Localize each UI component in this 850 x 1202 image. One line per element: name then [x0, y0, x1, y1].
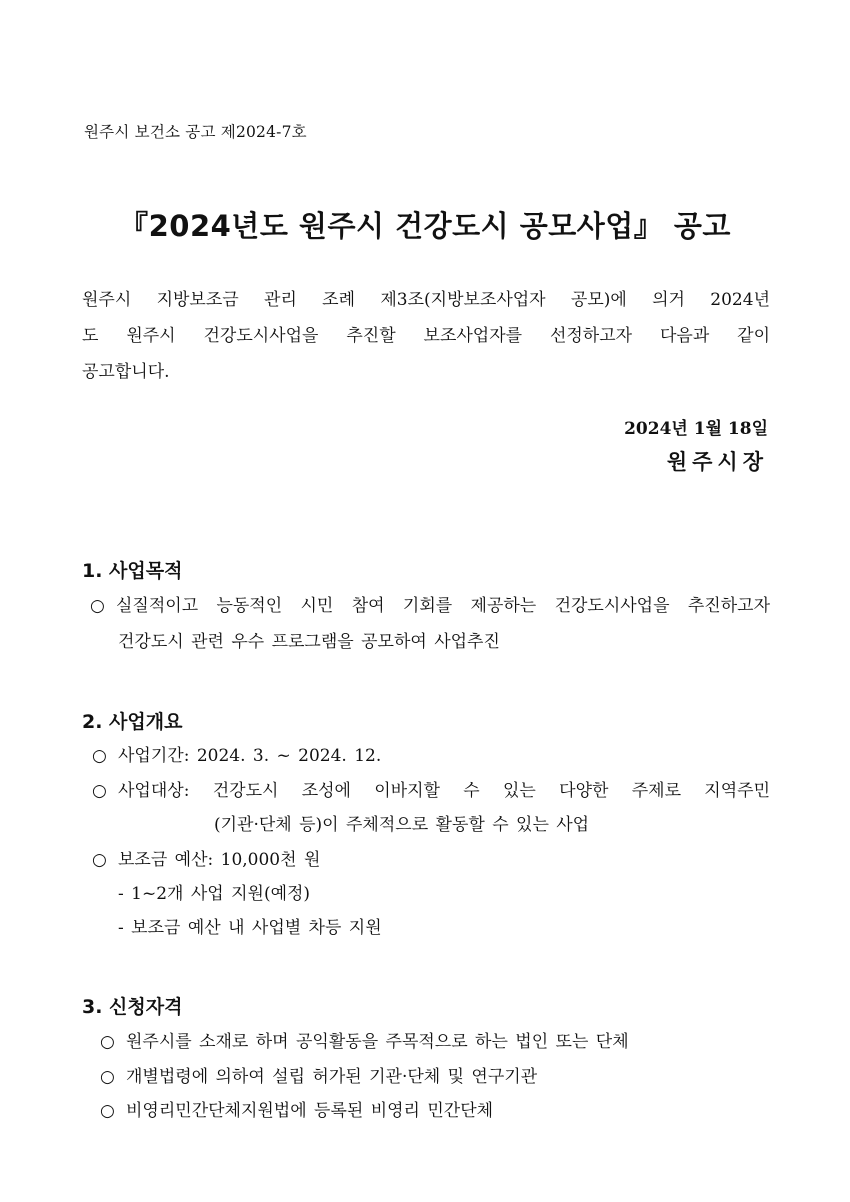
document-number: 원주시 보건소 공고 제2024-7호 [84, 123, 307, 141]
section-heading-eligibility: 3. 신청자격 [82, 996, 183, 1018]
intro-line: 공고합니다. [82, 362, 170, 382]
budget-text: 보조금 예산: 10,000천 원 [118, 850, 321, 870]
bullet-icon: ○ [100, 1101, 115, 1121]
overview-budget [92, 845, 320, 870]
bullet-icon: ○ [92, 746, 107, 766]
eligibility-text: 개별법령에 의하여 설립 허가된 기관·단체 및 연구기관 [126, 1067, 538, 1087]
eligibility-item [100, 1027, 629, 1052]
target-text: 사업대상: 건강도시 조성에 이바지할 수 있는 다양한 주제로 지역주민 [118, 781, 770, 801]
eligibility-item [100, 1062, 537, 1087]
intro-line: 원주시 지방보조금 관리 조례 제3조(지방보조사업자 공모)에 의거 2024년 [82, 290, 770, 310]
signer-title: 원주시장 [666, 449, 768, 474]
document-title: 『2024년도 원주시 건강도시 공모사업』 공고 [119, 209, 731, 243]
eligibility-item [100, 1096, 493, 1121]
budget-sub-item: - 보조금 예산 내 사업별 차등 지원 [118, 918, 382, 938]
section-heading-overview: 2. 사업개요 [82, 711, 183, 733]
eligibility-text: 원주시를 소재로 하며 공익활동을 주목적으로 하는 법인 또는 단체 [126, 1032, 629, 1052]
overview-target-continued: (기관·단체 등)이 주체적으로 활동할 수 있는 사업 [214, 815, 590, 835]
purpose-line-continued: 건강도시 관련 우수 프로그램을 공모하여 사업추진 [118, 632, 500, 652]
bullet-icon: ○ [100, 1067, 115, 1087]
bullet-icon: ○ [92, 781, 107, 801]
section-heading-purpose: 1. 사업목적 [82, 560, 183, 582]
purpose-line [90, 591, 770, 616]
announcement-date: 2024년 1월 18일 [624, 419, 768, 439]
bullet-icon: ○ [100, 1032, 115, 1052]
eligibility-text: 비영리민간단체지원법에 등록된 비영리 민간단체 [126, 1101, 494, 1121]
bullet-icon: ○ [92, 850, 107, 870]
bullet-icon: ○ [90, 596, 105, 616]
period-text: 사업기간: 2024. 3. ~ 2024. 12. [118, 746, 382, 766]
intro-line: 도 원주시 건강도시사업을 추진할 보조사업자를 선정하고자 다음과 같이 [82, 326, 770, 346]
budget-sub-item: - 1~2개 사업 지원(예정) [118, 884, 311, 904]
intro-paragraph [82, 282, 770, 390]
purpose-text: 실질적이고 능동적인 시민 참여 기회를 제공하는 건강도시사업을 추진하고자 [116, 596, 770, 616]
overview-target [92, 776, 770, 801]
overview-period [92, 741, 381, 766]
